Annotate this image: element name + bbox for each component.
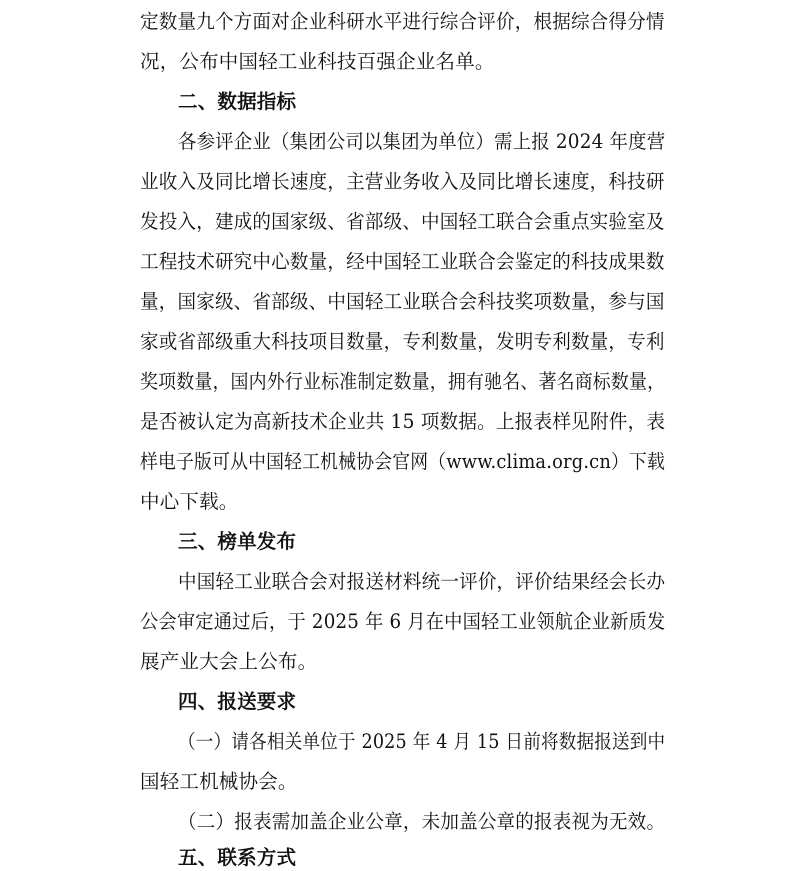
body-line: 是否被认定为高新技术企业共 15 项数据。上报表样见附件，表 — [140, 410, 666, 433]
body-line: 中国轻工业联合会对报送材料统一评价，评价结果经会长办 — [178, 570, 666, 593]
section-heading-contact: 五、联系方式 — [178, 846, 297, 869]
section-heading-data-indicators: 二、数据指标 — [178, 90, 297, 113]
body-line: 展产业大会上公布。 — [140, 650, 318, 673]
body-line: 国轻工机械协会。 — [140, 770, 298, 793]
section-heading-submission-requirements: 四、报送要求 — [178, 690, 297, 713]
section-heading-ranking-release: 三、榜单发布 — [178, 530, 297, 553]
body-line-with-link: 样电子版可从中国轻工机械协会官网（www.clima.org.cn）下载 — [140, 450, 666, 473]
body-line: 工程技术研究中心数量，经中国轻工业联合会鉴定的科技成果数 — [140, 250, 665, 273]
body-line: 发投入，建成的国家级、省部级、中国轻工联合会重点实验室及 — [140, 210, 665, 233]
body-line: 况，公布中国轻工业科技百强企业名单。 — [140, 50, 495, 73]
body-line: 业收入及同比增长速度，主营业务收入及同比增长速度，科技研 — [140, 170, 665, 193]
body-line: 奖项数量，国内外行业标准制定数量，拥有驰名、著名商标数量， — [140, 370, 666, 393]
body-line: （二）报表需加盖企业公章，未加盖公章的报表视为无效。 — [178, 810, 666, 833]
body-line: 定数量九个方面对企业科研水平进行综合评价，根据综合得分情 — [140, 10, 665, 33]
body-line: 量，国家级、省部级、中国轻工业联合会科技奖项数量，参与国 — [140, 290, 665, 313]
body-line: （一）请各相关单位于 2025 年 4 月 15 日前将数据报送到中 — [178, 730, 666, 753]
body-line: 公会审定通过后，于 2025 年 6 月在中国轻工业领航企业新质发 — [140, 610, 666, 633]
body-line: 中心下载。 — [140, 490, 239, 513]
body-line: 家或省部级重大科技项目数量，专利数量，发明专利数量，专利 — [140, 330, 665, 353]
body-line: 各参评企业（集团公司以集团为单位）需上报 2024 年度营 — [178, 130, 666, 153]
